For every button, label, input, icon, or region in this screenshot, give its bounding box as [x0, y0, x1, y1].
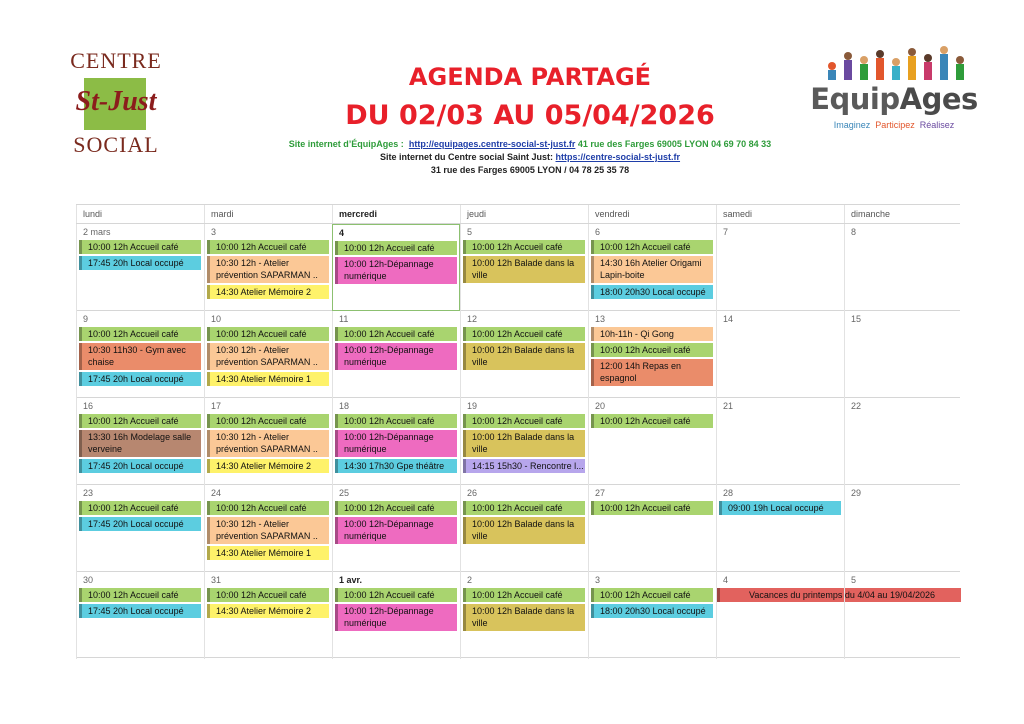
tagline-realisez: Réalisez — [919, 120, 955, 130]
day-cell[interactable] — [76, 572, 204, 659]
day-cell[interactable] — [76, 398, 204, 485]
calendar-event[interactable]: 10:00 12h Accueil café — [591, 501, 713, 515]
day-cell[interactable] — [204, 572, 332, 659]
calendar-event[interactable]: 17:45 20h Local occupé — [79, 604, 201, 618]
day-cell[interactable] — [76, 311, 204, 398]
weekday-header-lundi: lundi — [76, 205, 204, 223]
page-title: AGENDA PARTAGÉ — [408, 63, 652, 91]
calendar-event[interactable]: 10:00 12h Balade dans la ville — [463, 604, 585, 631]
calendar-event[interactable]: 13:30 16h Modelage salle verveine — [79, 430, 201, 457]
calendar-event[interactable]: 17:45 20h Local occupé — [79, 459, 201, 473]
calendar-event[interactable]: 10:00 12h Accueil café — [463, 414, 585, 428]
day-number: 25 — [339, 488, 350, 498]
equipages-wordmark — [806, 82, 982, 116]
weekday-header-mercredi: mercredi — [332, 205, 460, 223]
day-cell[interactable] — [844, 311, 960, 398]
calendar-event[interactable]: 18:00 20h30 Local occupé — [591, 604, 713, 618]
calendar-event[interactable]: 10:00 12h Accueil café — [591, 414, 713, 428]
day-number: 9 — [83, 314, 89, 324]
day-cell[interactable] — [716, 311, 844, 398]
calendar-event[interactable]: 10:00 12h Accueil café — [463, 501, 585, 515]
calendar-event[interactable]: 10:00 12h Accueil café — [463, 327, 585, 341]
day-number: 10 — [211, 314, 222, 324]
calendar-event[interactable]: 14:30 16h Atelier Origami Lapin-boite — [591, 256, 713, 283]
calendar-event[interactable]: 10:00 12h Accueil café — [335, 241, 457, 255]
weekday-header-mardi: mardi — [204, 205, 332, 223]
header-title-block — [230, 62, 830, 177]
day-number: 14 — [723, 314, 734, 324]
day-number: 2 mars — [83, 227, 111, 237]
tagline-imaginez: Imaginez — [833, 120, 871, 130]
logo-left-line1: CENTRE — [70, 48, 162, 73]
day-number: 4 — [723, 575, 729, 585]
day-number: 2 — [467, 575, 473, 585]
calendar-event[interactable]: 14:30 17h30 Gpe théâtre — [335, 459, 457, 473]
calendar-event[interactable]: 14:15 15h30 - Rencontre l... — [463, 459, 585, 473]
day-number: 3 — [211, 227, 217, 237]
day-number: 11 — [339, 314, 349, 324]
equipages-site-prefix: Site internet d’ÉquipAges : — [288, 139, 404, 149]
calendar-event[interactable]: 10:30 12h - Atelier prévention SAPARMAN .. — [207, 256, 329, 283]
day-cell[interactable] — [844, 398, 960, 485]
centre-st-just-logo — [56, 48, 176, 160]
day-number: 5 — [851, 575, 857, 585]
day-number: 19 — [467, 401, 478, 411]
day-number: 21 — [723, 401, 734, 411]
weekday-header-samedi: samedi — [716, 205, 844, 223]
calendar-event[interactable]: 10:00 12h Accueil café — [79, 588, 201, 602]
equipages-site-suffix: 41 rue des Farges 69005 LYON 04 69 70 84 33 — [577, 139, 772, 149]
day-number: 3 — [595, 575, 601, 585]
day-cell[interactable] — [332, 224, 460, 311]
calendar-event[interactable]: 10:00 12h Accueil café — [79, 327, 201, 341]
centre-address-line: 31 rue des Farges 69005 LYON / 04 78 25 35 78 — [430, 165, 630, 175]
day-number: 8 — [851, 227, 857, 237]
day-cell[interactable] — [332, 398, 460, 485]
calendar-event[interactable]: 10:00 12h Accueil café — [79, 414, 201, 428]
day-cell[interactable] — [716, 224, 844, 311]
calendar-event[interactable]: 10:00 12h Balade dans la ville — [463, 343, 585, 370]
logo-left-line2: St-Just — [75, 86, 157, 117]
day-cell[interactable] — [844, 224, 960, 311]
calendar-event[interactable]: 14:30 Atelier Mémoire 2 — [207, 459, 329, 473]
calendar-event[interactable]: 10:00 12h-Dépannage numérique — [335, 343, 457, 370]
day-number: 12 — [467, 314, 478, 324]
calendar-event[interactable]: 10:00 12h Accueil café — [207, 240, 329, 254]
calendar-event[interactable]: 10:00 12h Accueil café — [591, 588, 713, 602]
day-cell[interactable] — [76, 224, 204, 311]
calendar-event[interactable]: 10:30 12h - Atelier prévention SAPARMAN .. — [207, 343, 329, 370]
day-cell[interactable] — [204, 224, 332, 311]
calendar-event[interactable]: 10h-11h - Qi Gong — [591, 327, 713, 341]
calendar-event[interactable]: Vacances du printemps du 4/04 au 19/04/2026 — [717, 588, 961, 602]
day-number: 15 — [851, 314, 862, 324]
calendar-event[interactable]: 10:30 12h - Atelier prévention SAPARMAN .. — [207, 430, 329, 457]
day-cell[interactable] — [460, 311, 588, 398]
wordmark-ages: Ages — [899, 82, 978, 116]
calendar-event[interactable]: 17:45 20h Local occupé — [79, 372, 201, 386]
day-cell[interactable] — [588, 224, 716, 311]
day-cell[interactable] — [204, 311, 332, 398]
day-cell[interactable] — [844, 572, 960, 659]
calendar-event[interactable]: 10:00 12h Accueil café — [207, 414, 329, 428]
calendar-event[interactable]: 10:30 11h30 - Gym avec chaise — [79, 343, 201, 370]
calendar-event[interactable]: 10:00 12h Accueil café — [463, 240, 585, 254]
day-cell[interactable] — [204, 398, 332, 485]
equipages-tagline — [806, 120, 982, 130]
calendar-event[interactable]: 10:00 12h Accueil café — [591, 240, 713, 254]
calendar-event[interactable]: 10:00 12h Accueil café — [335, 327, 457, 341]
calendar-event[interactable]: 17:45 20h Local occupé — [79, 517, 201, 531]
day-cell[interactable] — [332, 311, 460, 398]
day-cell[interactable] — [716, 398, 844, 485]
calendar-event[interactable]: 17:45 20h Local occupé — [79, 256, 201, 270]
calendar-event[interactable]: 14:30 Atelier Mémoire 1 — [207, 546, 329, 560]
day-number: 30 — [83, 575, 94, 585]
day-number: 26 — [467, 488, 478, 498]
centre-site-line — [230, 151, 830, 164]
day-cell[interactable] — [844, 485, 960, 572]
day-cell[interactable] — [460, 224, 588, 311]
calendar-event[interactable]: 10:00 12h Accueil café — [79, 240, 201, 254]
day-cell[interactable] — [588, 311, 716, 398]
calendar-event[interactable]: 18:00 20h30 Local occupé — [591, 285, 713, 299]
calendar-event[interactable]: 10:00 12h Balade dans la ville — [463, 430, 585, 457]
calendar-event[interactable]: 10:00 12h Accueil café — [335, 501, 457, 515]
people-illustration-icon — [818, 42, 978, 82]
wordmark-equip: Equip — [810, 82, 900, 116]
calendar-event[interactable]: 10:00 12h Accueil café — [463, 588, 585, 602]
day-cell[interactable] — [588, 398, 716, 485]
day-number: 28 — [723, 488, 734, 498]
logo-left-line3: SOCIAL — [73, 132, 159, 157]
day-number: 16 — [83, 401, 94, 411]
day-number: 18 — [339, 401, 350, 411]
day-cell[interactable] — [716, 485, 844, 572]
day-cell[interactable] — [460, 398, 588, 485]
day-number: 24 — [211, 488, 222, 498]
day-number: 20 — [595, 401, 606, 411]
month-calendar — [76, 204, 960, 656]
centre-site-link[interactable]: https://centre-social-st-just.fr — [555, 152, 681, 162]
day-number: 17 — [211, 401, 222, 411]
day-cell[interactable] — [332, 572, 460, 659]
day-number: 27 — [595, 488, 606, 498]
day-cell[interactable] — [588, 572, 716, 659]
calendar-event[interactable]: 10:00 12h Accueil café — [207, 501, 329, 515]
day-cell[interactable] — [204, 485, 332, 572]
weekday-header-row — [76, 205, 960, 223]
weekday-header-dimanche: dimanche — [844, 205, 960, 223]
day-number: 23 — [83, 488, 94, 498]
weekday-header-jeudi: jeudi — [460, 205, 588, 223]
calendar-event[interactable]: 10:00 12h-Dépannage numérique — [335, 430, 457, 457]
day-cell[interactable] — [460, 572, 588, 659]
calendar-event[interactable]: 10:30 12h - Atelier prévention SAPARMAN .. — [207, 517, 329, 544]
calendar-event[interactable]: 10:00 12h Accueil café — [207, 327, 329, 341]
day-number: 7 — [723, 227, 729, 237]
calendar-event[interactable]: 10:00 12h Accueil café — [335, 414, 457, 428]
calendar-event[interactable]: 10:00 12h Balade dans la ville — [463, 517, 585, 544]
day-cell[interactable] — [460, 485, 588, 572]
date-range-title: DU 02/03 AU 05/04/2026 — [345, 100, 715, 131]
day-number: 1 avr. — [339, 575, 363, 585]
day-number: 13 — [595, 314, 606, 324]
calendar-event[interactable]: 10:00 12h Accueil café — [591, 343, 713, 357]
calendar-event[interactable]: 10:00 12h-Dépannage numérique — [335, 517, 457, 544]
calendar-event[interactable]: 14:30 Atelier Mémoire 2 — [207, 604, 329, 618]
equipages-logo — [806, 42, 982, 132]
day-number: 4 — [339, 228, 345, 238]
day-number: 5 — [467, 227, 473, 237]
day-number: 31 — [211, 575, 222, 585]
calendar-event[interactable]: 09:00 19h Local occupé — [719, 501, 841, 515]
day-number: 22 — [851, 401, 862, 411]
calendar-event[interactable]: 10:00 12h Accueil café — [79, 501, 201, 515]
day-cell[interactable] — [716, 572, 935, 659]
calendar-event[interactable]: 14:30 Atelier Mémoire 2 — [207, 285, 329, 299]
day-cell[interactable] — [76, 485, 204, 572]
calendar-event[interactable]: 12:00 14h Repas en espagnol — [591, 359, 713, 386]
day-cell[interactable] — [588, 485, 716, 572]
day-cell[interactable] — [332, 485, 460, 572]
calendar-event[interactable]: 14:30 Atelier Mémoire 1 — [207, 372, 329, 386]
day-number: 29 — [851, 488, 862, 498]
weekday-header-vendredi: vendredi — [588, 205, 716, 223]
equipages-site-link[interactable]: http://equipages.centre-social-st-just.fr — [408, 139, 576, 149]
calendar-event[interactable]: 10:00 12h Accueil café — [335, 588, 457, 602]
calendar-event[interactable]: 10:00 12h Accueil café — [207, 588, 329, 602]
calendar-event[interactable]: 10:00 12h-Dépannage numérique — [335, 257, 457, 284]
centre-site-prefix: Site internet du Centre social Saint Just: — [379, 152, 553, 162]
equipages-site-line — [230, 138, 830, 151]
tagline-participez: Participez — [875, 120, 915, 130]
calendar-event[interactable]: 10:00 12h-Dépannage numérique — [335, 604, 457, 631]
calendar-event[interactable]: 10:00 12h Balade dans la ville — [463, 256, 585, 283]
day-number: 6 — [595, 227, 601, 237]
